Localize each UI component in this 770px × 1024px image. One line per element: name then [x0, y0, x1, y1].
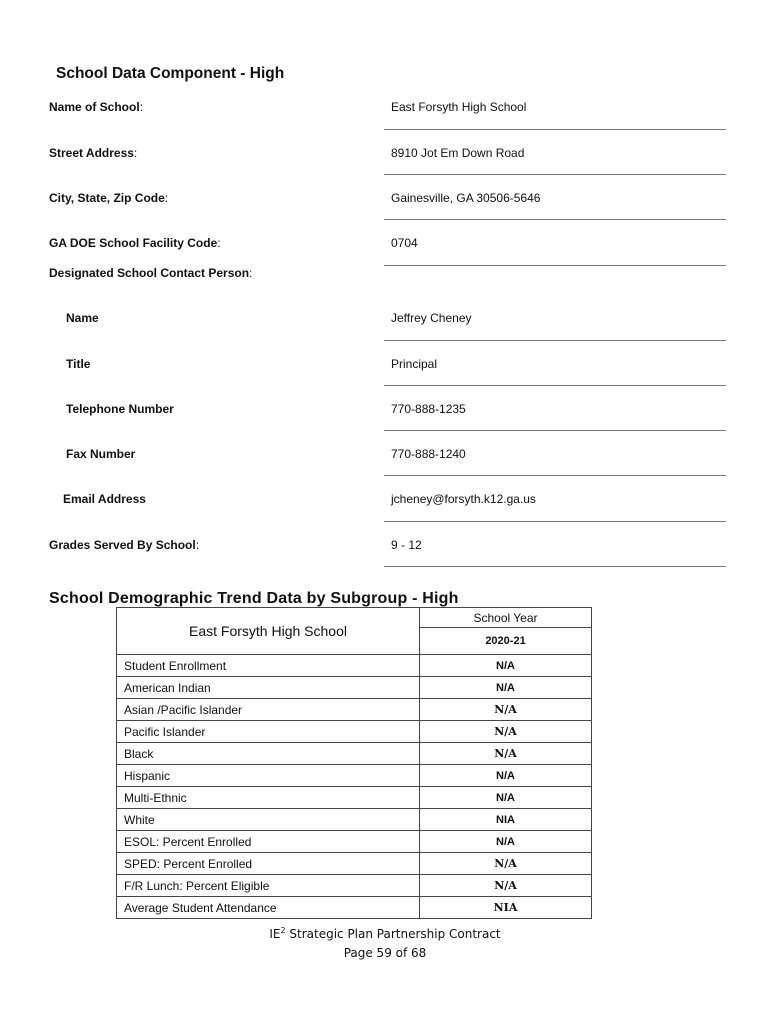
- school-year-value: 2020-21: [420, 628, 592, 655]
- school-name-value: East Forsyth High School: [391, 100, 527, 114]
- table-row: Hispanic N/A: [117, 765, 592, 787]
- street-address-value: 8910 Jot Em Down Road: [391, 146, 525, 160]
- divider: [384, 340, 726, 341]
- contact-name-label: Name: [66, 311, 99, 325]
- fax-value: 770-888-1240: [391, 447, 466, 461]
- email-value: jcheney@forsyth.k12.ga.us: [391, 492, 536, 506]
- divider: [384, 129, 726, 130]
- fax-label: Fax Number: [66, 447, 136, 461]
- grades-label: Grades Served By School:: [49, 538, 200, 552]
- divider: [384, 385, 726, 386]
- contact-person-label: Designated School Contact Person:: [49, 266, 253, 280]
- facility-code-label: GA DOE School Facility Code:: [49, 236, 221, 250]
- school-year-header: School Year: [420, 608, 592, 628]
- divider: [384, 566, 726, 567]
- contact-title-value: Principal: [391, 357, 438, 371]
- table-row: White NIA: [117, 809, 592, 831]
- divider: [384, 430, 726, 431]
- city-state-zip-value: Gainesville, GA 30506-5646: [391, 191, 541, 205]
- telephone-label: Telephone Number: [66, 402, 174, 416]
- city-state-zip-label: City, State, Zip Code:: [49, 191, 169, 205]
- contact-title-label: Title: [66, 357, 91, 371]
- facility-code-value: 0704: [391, 236, 418, 250]
- divider: [384, 265, 726, 266]
- table-row: F/R Lunch: Percent Eligible N/A: [117, 875, 592, 897]
- table-row: Student Enrollment N/A: [117, 655, 592, 677]
- school-name-header: East Forsyth High School: [117, 608, 420, 655]
- street-address-label: Street Address:: [49, 146, 138, 160]
- table-row: Asian /Pacific Islander N/A: [117, 699, 592, 721]
- demographics-table: [116, 607, 592, 919]
- table-row: American Indian N/A: [117, 677, 592, 699]
- demographics-title: School Demographic Trend Data by Subgroup - High: [49, 590, 459, 607]
- footer-contract: $IE^2$ Strategic Plan Partnership Contract: [269, 926, 501, 941]
- divider: [384, 521, 726, 522]
- page-title: School Data Component - High: [56, 65, 285, 82]
- table-row: ESOL: Percent Enrolled N/A: [117, 831, 592, 853]
- school-name-label: Name of School:: [49, 100, 144, 114]
- divider: [384, 219, 726, 220]
- table-row: Pacific Islander N/A: [117, 721, 592, 743]
- footer-page-number: Page 59 of 68: [343, 946, 427, 960]
- table-row: Black N/A: [117, 743, 592, 765]
- email-label: Email Address: [63, 492, 146, 506]
- table-row: Multi-Ethnic N/A: [117, 787, 592, 809]
- table-row: Average Student Attendance NIA: [117, 897, 592, 919]
- divider: [384, 475, 726, 476]
- grades-value: 9 - 12: [391, 538, 422, 552]
- divider: [384, 174, 726, 175]
- contact-name-value: Jeffrey Cheney: [391, 311, 472, 325]
- telephone-value: 770-888-1235: [391, 402, 466, 416]
- table-row: SPED: Percent Enrolled N/A: [117, 853, 592, 875]
